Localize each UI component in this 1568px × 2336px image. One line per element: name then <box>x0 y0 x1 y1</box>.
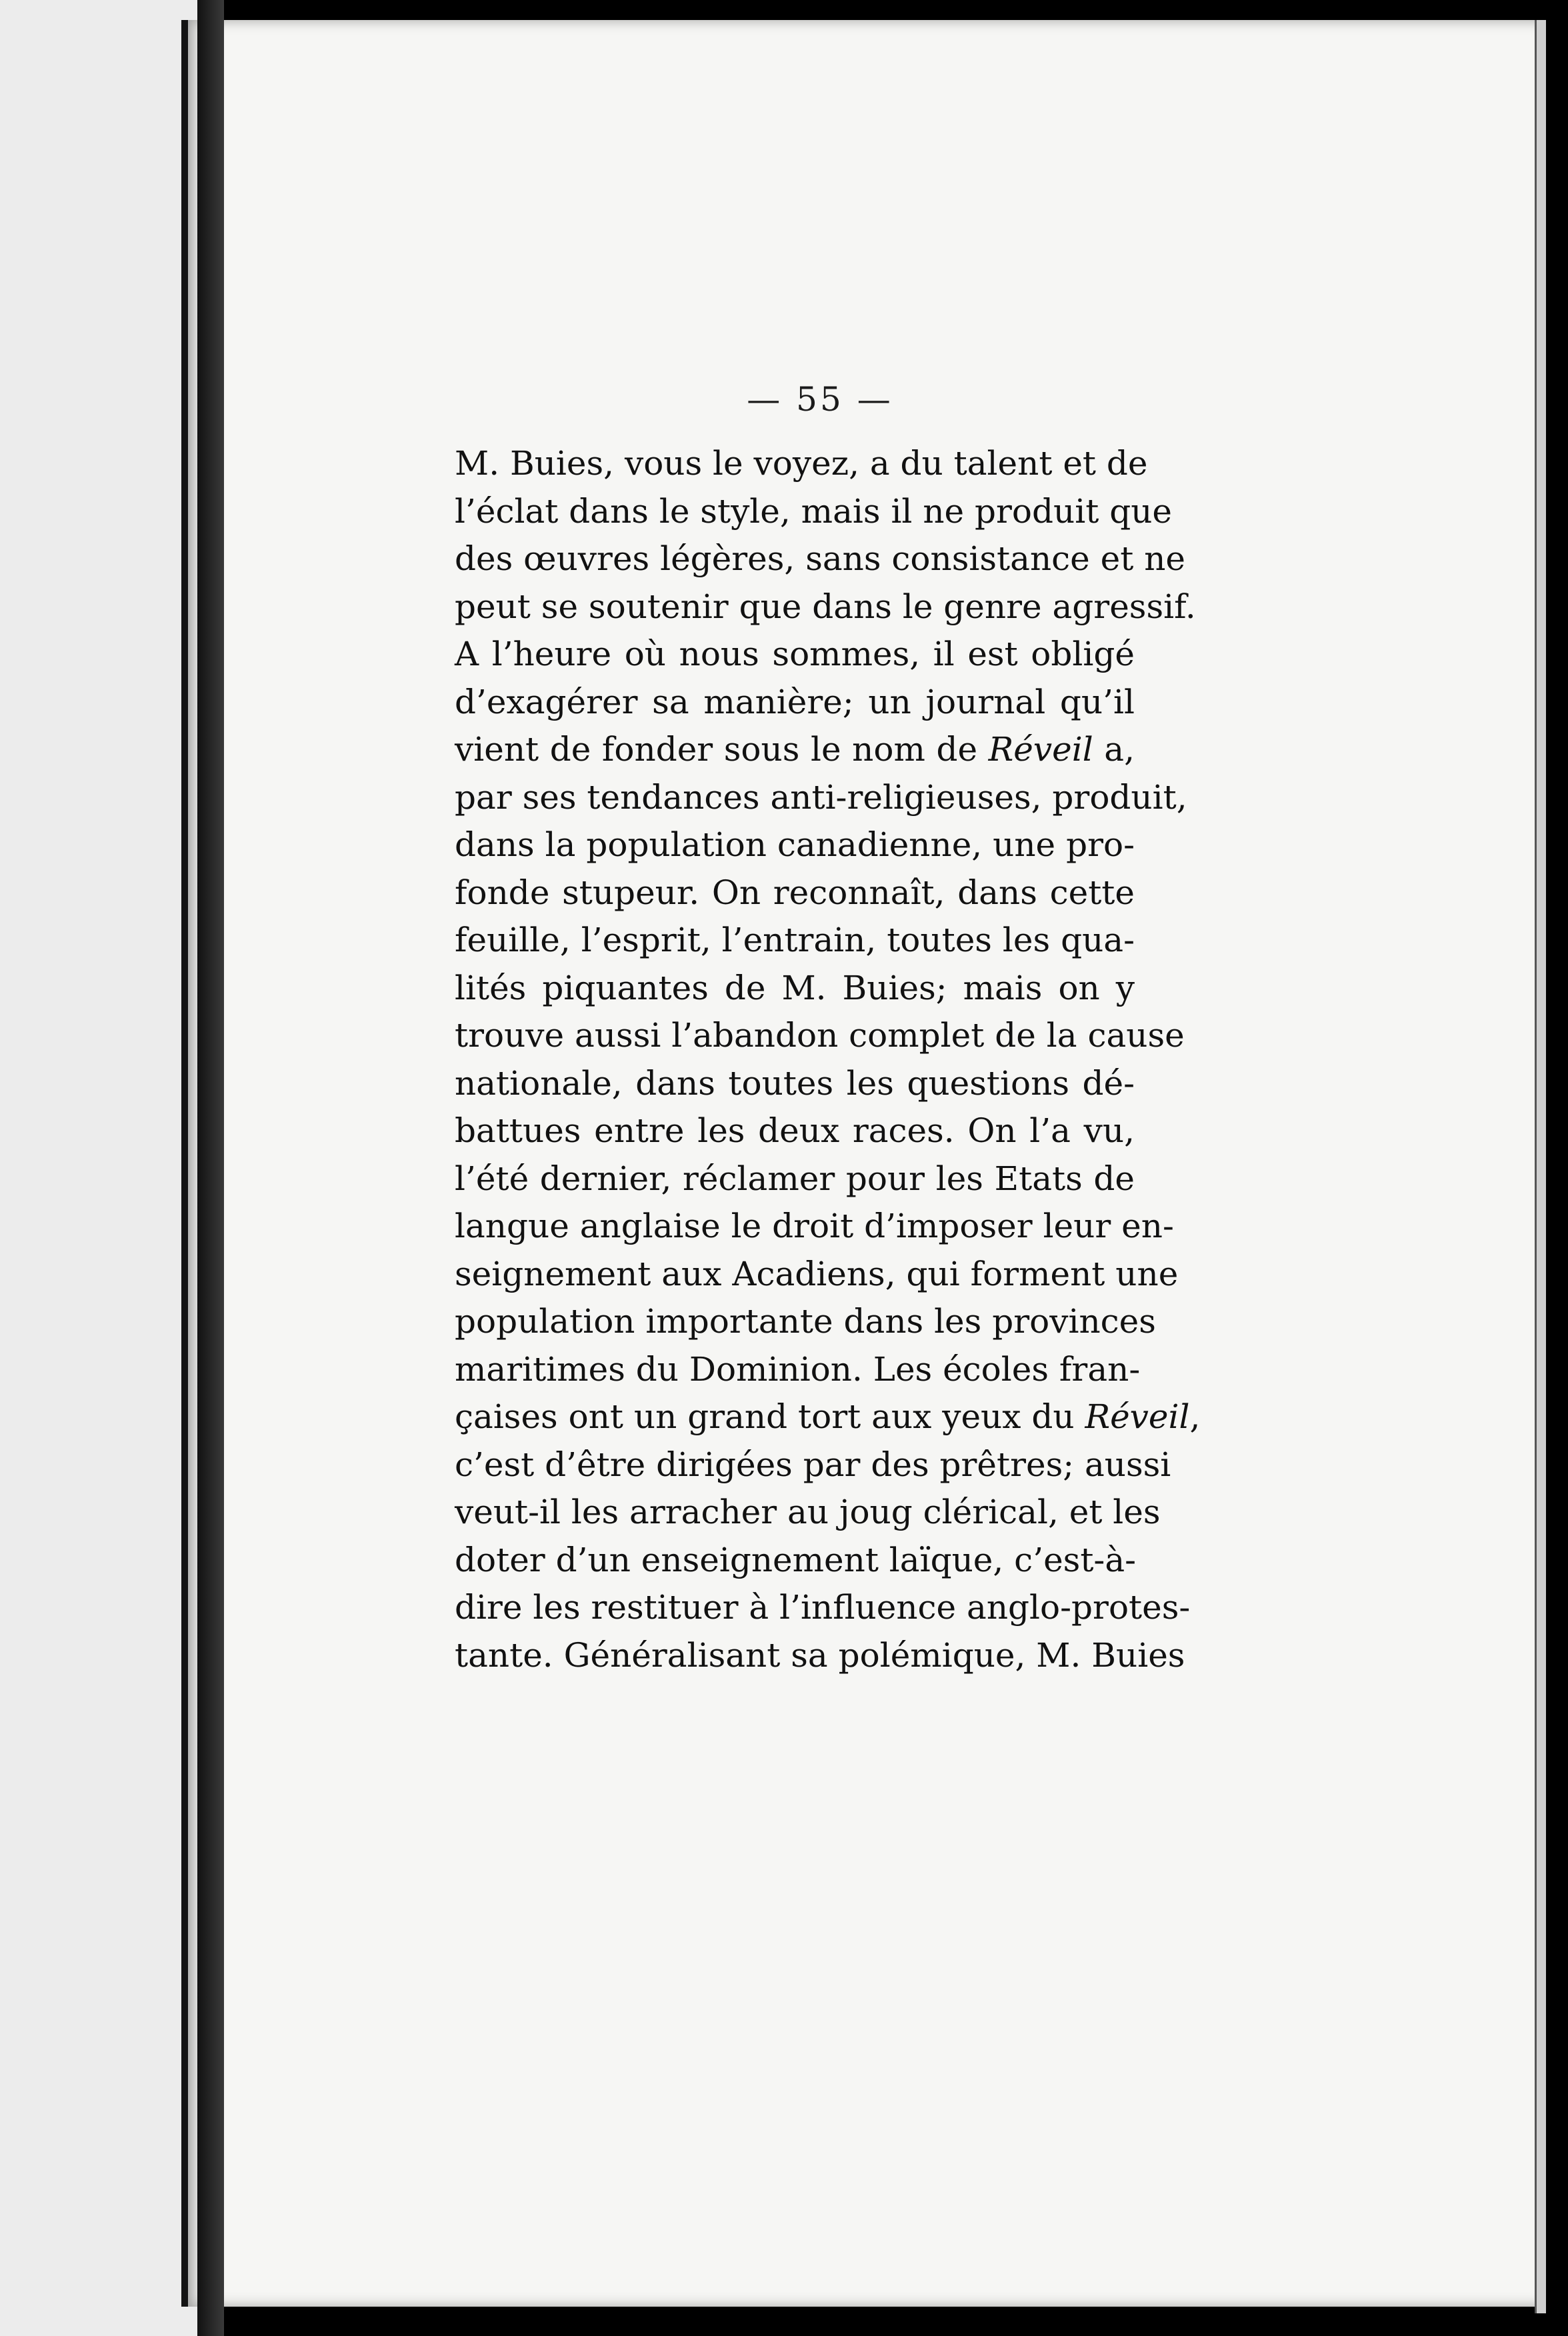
periodical-title: Réveil <box>1085 1397 1190 1436</box>
text-line: langue anglaise le droit d’imposer leur en- <box>455 1207 1174 1245</box>
periodical-title: Réveil <box>988 730 1093 769</box>
text-line: l’éclat dans le style, mais il ne produit que <box>455 491 1173 531</box>
body-text <box>455 440 1196 1679</box>
text-line: dire les restituer à l’influence anglo-protes- <box>455 1588 1191 1627</box>
text-line: c’est d’être dirigées par des prêtres; aussi <box>455 1445 1171 1484</box>
text-line: M. Buies, vous le voyez, a du talent et de <box>455 444 1148 483</box>
text-line: peut se soutenir que dans le genre agressif. <box>455 587 1196 626</box>
facing-page-edge <box>0 0 200 2336</box>
text-line: çaises ont un grand tort aux yeux du Réveil <box>455 1397 1190 1436</box>
text-line: l’été dernier, réclamer pour les Etats de <box>455 1159 1135 1198</box>
text-line: dans la population canadienne, une pro- <box>455 825 1135 864</box>
text-line: vient de fonder sous le nom de Réveil a, <box>455 730 1135 769</box>
text-line: trouve aussi l’abandon complet de la cause <box>455 1016 1185 1055</box>
book-gutter <box>181 20 188 2307</box>
text-line: des œuvres légères, sans consistance et ne <box>455 539 1185 578</box>
text-line: feuille, l’esprit, l’entrain, toutes les qua- <box>455 921 1135 959</box>
text-line: battues entre les deux races. On l’a vu, <box>455 1111 1135 1150</box>
text-line: seignement aux Acadiens, qui forment une <box>455 1254 1179 1293</box>
page-number: — 55 — <box>747 380 893 419</box>
text-line: A l’heure où nous sommes, il est obligé <box>455 635 1135 673</box>
text-line: lités piquantes de M. Buies; mais on y <box>455 968 1135 1007</box>
text-line: maritimes du Dominion. Les écoles fran- <box>455 1349 1141 1389</box>
text-line: nationale, dans toutes les questions dé- <box>455 1063 1135 1103</box>
page-edge <box>1535 20 1546 2313</box>
gutter-shadow <box>197 0 224 2336</box>
text-line: veut-il les arracher au joug clérical, et les <box>455 1493 1161 1531</box>
text-line: d’exagérer sa manière; un journal qu’il <box>455 682 1135 721</box>
text-line: population importante dans les provinces <box>455 1302 1156 1341</box>
text-line: fonde stupeur. On reconnaît, dans cette <box>455 873 1135 912</box>
text-line: doter d’un enseignement laïque, c’est-à- <box>455 1540 1137 1579</box>
text-line: par ses tendances anti-religieuses, produit, <box>455 777 1187 817</box>
text-line: tante. Généralisant sa polémique, M. Buies <box>455 1635 1185 1675</box>
